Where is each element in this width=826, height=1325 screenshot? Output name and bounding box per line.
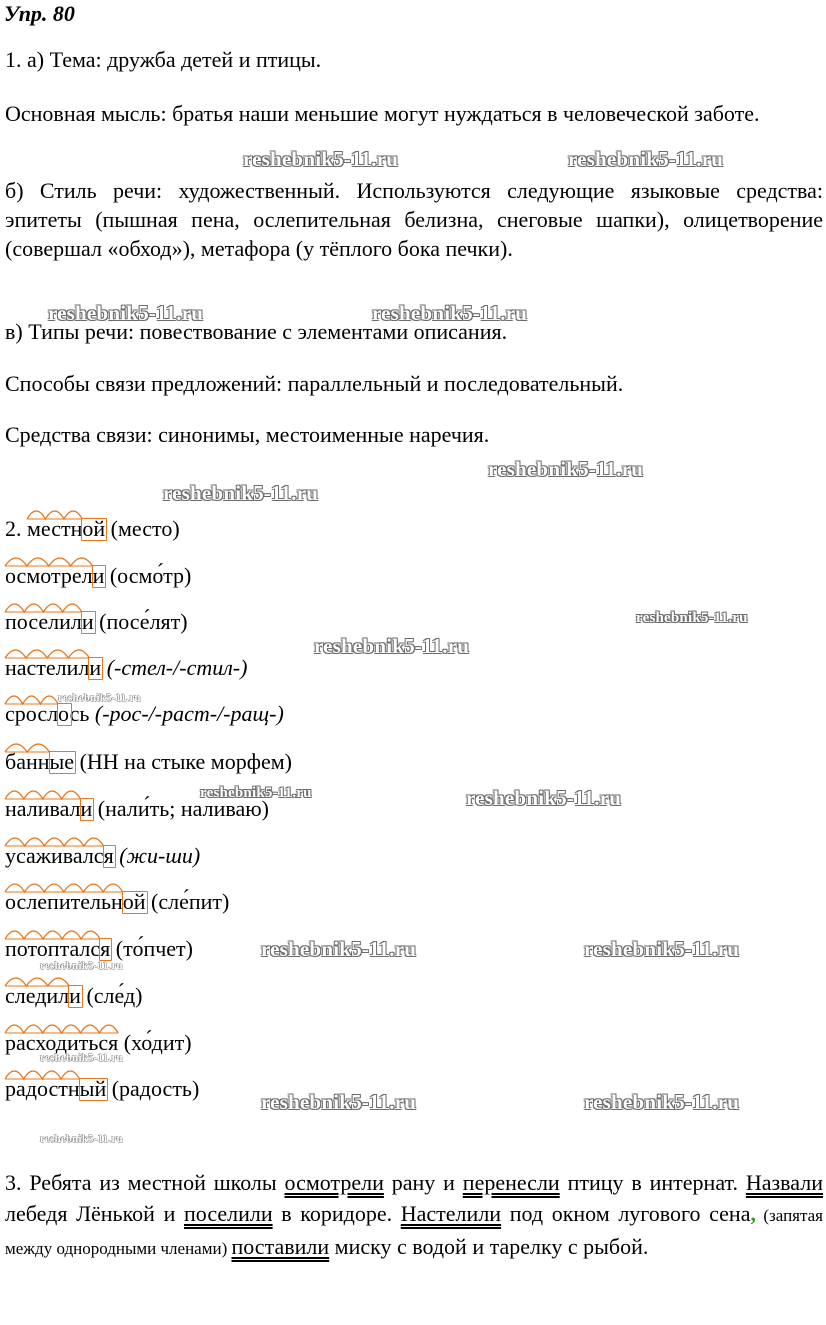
ending-box	[57, 703, 72, 726]
predicate-4: поселили	[184, 1201, 273, 1226]
part3-text: под окном лугового сена	[501, 1201, 751, 1226]
word-entry	[5, 748, 292, 776]
analyzed-word	[5, 748, 74, 776]
stem-arc	[5, 604, 82, 612]
word-entry	[5, 1075, 199, 1103]
word-note: (нали́ть; наливаю)	[92, 796, 269, 821]
word-note: (сле́пит)	[145, 889, 230, 914]
word-entry	[5, 515, 180, 543]
word-text: потоптался	[5, 936, 111, 961]
analyzed-word	[5, 608, 94, 636]
word-entry	[5, 608, 188, 636]
watermark: reshebnik5-11.ru	[163, 481, 319, 505]
word-entry	[5, 700, 284, 728]
morpheme-arcs	[5, 644, 101, 660]
word-note: (жи-ши)	[113, 843, 201, 868]
word-note: (осмо́тр)	[104, 563, 192, 588]
word-text: радостный	[5, 1076, 107, 1101]
morpheme-arcs	[5, 552, 104, 568]
watermark: reshebnik5-11.ru	[636, 610, 748, 626]
word-text: настелили	[5, 655, 102, 680]
part3-text: 3. Ребята из местной школы	[5, 1170, 285, 1195]
exercise-title: Упр. 80	[4, 1, 75, 26]
part3-text: миску с водой и тарелку с рыбой.	[329, 1234, 649, 1259]
analyzed-word	[5, 888, 146, 916]
watermark: reshebnik5-11.ru	[40, 960, 123, 972]
word-entry	[5, 982, 143, 1010]
word-note: (радость)	[106, 1076, 200, 1101]
watermark: reshebnik5-11.ru	[261, 1090, 417, 1114]
ending-box	[122, 891, 148, 914]
stem-arc	[5, 650, 89, 658]
part3-text: в коридоре.	[272, 1201, 401, 1226]
word-text: срослось	[5, 701, 90, 726]
connection-methods: Способы связи предложений: параллельный и последовательный.	[5, 371, 624, 396]
watermark: reshebnik5-11.ru	[584, 1090, 740, 1114]
morpheme-arcs	[5, 598, 94, 614]
stem-arc	[27, 511, 82, 519]
main-idea: Основная мысль: братья наши меньшие могут нуждаться в человеческой заботе.	[5, 101, 760, 126]
word-note: (сле́д)	[80, 983, 143, 1008]
watermark: reshebnik5-11.ru	[40, 1052, 123, 1064]
stem-arc	[5, 696, 58, 704]
stem-arc	[5, 1071, 80, 1079]
morpheme-arcs	[5, 1019, 118, 1035]
analyzed-word	[5, 935, 110, 963]
word-entry	[5, 935, 193, 963]
ending-box	[81, 611, 96, 634]
morpheme-arcs	[5, 785, 92, 801]
word-entry	[5, 888, 229, 916]
theme-line: 1. а) Тема: дружба детей и птицы.	[5, 47, 322, 72]
part3-text: птицу в интернат.	[559, 1170, 746, 1195]
stem-arc	[5, 978, 69, 986]
style-paragraph: б) Стиль речи: художественный. Используются следующие языковые средства: эпитеты (пышная пена, ослепительная белизна, снеговые шапки), олицетворение (совершал «обход»), метафора (у тёплого бока печки).	[5, 178, 823, 261]
watermark: reshebnik5-11.ru	[372, 301, 528, 325]
word-text: местной	[27, 516, 106, 541]
stem-arc	[5, 1025, 118, 1033]
predicate-3: Назвали	[745, 1170, 823, 1195]
part3-paragraph	[5, 1167, 823, 1264]
predicate-1: осмотрели	[284, 1170, 384, 1195]
stem-arc	[5, 884, 123, 892]
watermark: reshebnik5-11.ru	[200, 785, 312, 801]
ending-box	[49, 751, 77, 774]
word-text: банные	[5, 749, 75, 774]
speech-types: в) Типы речи: повествование с элементами описания.	[5, 319, 508, 344]
word-text: усаживался	[5, 843, 114, 868]
stem-arc	[5, 558, 93, 566]
ending-box	[92, 565, 107, 588]
analyzed-word	[5, 795, 92, 823]
analyzed-word	[5, 1075, 106, 1103]
highlighted-comma: ,	[750, 1201, 756, 1226]
ending-box	[80, 798, 95, 821]
watermark: reshebnik5-11.ru	[466, 786, 622, 810]
word-entry	[5, 562, 191, 590]
predicate-2: перенесли	[462, 1170, 560, 1195]
watermark: reshebnik5-11.ru	[58, 692, 141, 704]
morpheme-arcs	[5, 925, 110, 941]
morpheme-arcs	[5, 1065, 106, 1081]
morpheme-arcs	[5, 972, 81, 988]
stem-arc	[5, 931, 100, 939]
watermark: reshebnik5-11.ru	[243, 147, 399, 171]
stem-arc	[5, 744, 50, 752]
analyzed-word	[5, 654, 101, 682]
watermark: reshebnik5-11.ru	[488, 457, 644, 481]
word-text: поселили	[5, 609, 94, 634]
word-text: ослепительной	[5, 889, 146, 914]
predicate-5: Настелили	[400, 1201, 502, 1226]
predicate-6: поставили	[231, 1234, 330, 1259]
word-text: расходиться	[5, 1030, 119, 1055]
part3-text: рану и	[383, 1170, 463, 1195]
ending-box	[81, 518, 107, 541]
word-text: осмотрели	[5, 563, 105, 588]
watermark: reshebnik5-11.ru	[40, 1133, 123, 1145]
ending-box	[103, 845, 116, 868]
part3-text: лебедя Лёнькой и	[5, 1201, 184, 1226]
word-note: (то́пчет)	[110, 936, 193, 961]
analyzed-word	[5, 842, 114, 870]
item-number: 2.	[5, 516, 27, 541]
word-note: (хо́дит)	[118, 1030, 192, 1055]
analyzed-word	[5, 562, 104, 590]
stem-arc	[5, 791, 81, 799]
word-entry	[5, 654, 247, 682]
word-entry	[5, 842, 200, 870]
morpheme-arcs	[5, 878, 146, 894]
word-text: следили	[5, 983, 81, 1008]
watermark: reshebnik5-11.ru	[261, 937, 417, 961]
stem-arc	[5, 838, 104, 846]
word-note: (-рос-/-раст-/-ращ-)	[89, 701, 284, 726]
morpheme-arcs	[5, 738, 74, 754]
watermark: reshebnik5-11.ru	[584, 937, 740, 961]
word-note: (место)	[105, 516, 180, 541]
analyzed-word	[27, 515, 105, 543]
comma-note: (запятая между однородными членами)	[5, 1206, 823, 1258]
ending-box	[79, 1078, 109, 1101]
morpheme-arcs	[5, 832, 114, 848]
word-note: (посе́лят)	[93, 609, 188, 634]
watermark: reshebnik5-11.ru	[314, 634, 470, 658]
analyzed-word	[5, 982, 81, 1010]
word-note: (-стел-/-стил-)	[101, 655, 248, 680]
morpheme-arcs	[27, 505, 105, 521]
analyzed-word	[5, 700, 89, 728]
watermark: reshebnik5-11.ru	[568, 147, 724, 171]
word-note: (НН на стыке морфем)	[74, 749, 292, 774]
connection-means: Средства связи: синонимы, местоименные наречия.	[5, 422, 490, 447]
ending-box	[99, 938, 112, 961]
ending-box	[68, 985, 83, 1008]
watermark: reshebnik5-11.ru	[48, 301, 204, 325]
ending-box	[88, 657, 103, 680]
word-text: наливали	[5, 796, 93, 821]
